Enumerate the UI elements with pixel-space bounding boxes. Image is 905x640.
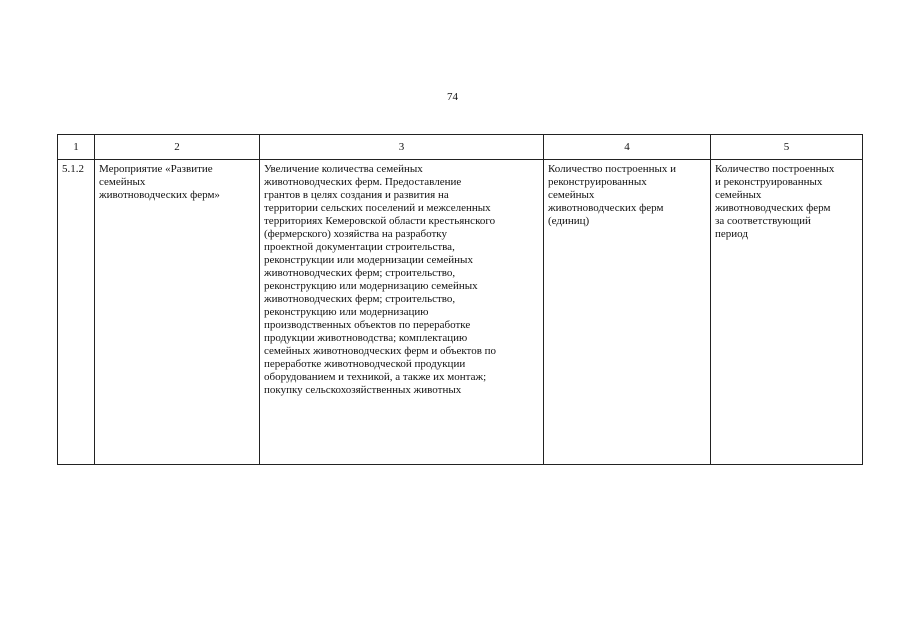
measure-cell xyxy=(95,160,260,465)
column-header-2: 2 xyxy=(95,135,260,160)
column-header-4: 4 xyxy=(544,135,711,160)
indicator-cell xyxy=(544,160,711,465)
column-header-5: 5 xyxy=(711,135,863,160)
row-code: 5.1.2 xyxy=(62,163,84,175)
measures-table xyxy=(57,134,863,465)
indicator-calculation: Количество построенных и реконструированных семейных животноводческих ферм за соответствующий период xyxy=(715,163,835,240)
row-code-cell xyxy=(58,160,95,465)
table-header-row xyxy=(58,135,863,160)
table-row xyxy=(58,160,863,465)
column-header-1: 1 xyxy=(58,135,95,160)
column-header-3: 3 xyxy=(260,135,544,160)
calculation-cell xyxy=(711,160,863,465)
measure-description: Увеличение количества семейных животноводческих ферм. Предоставление грантов в целях создания и развития на территории сельских поселений и межселенных территориях Кемеровской области крестьянского (фермерского) хозяйства на разработку проектной документации строительства, реконструкции или модернизации семейных животноводческих ферм; строительство, реконструкцию или модернизацию семейных животноводческих ферм; строительство, реконструкцию или модернизацию производственных объектов по переработке продукции животноводства; комплектацию семейных животноводческих ферм и объектов по переработке животноводческой продукции оборудованием и техникой, а также их монтаж; покупку сельскохозяйственных животных xyxy=(264,163,497,396)
measure-title: Мероприятие «Развитие семейных животноводческих ферм» xyxy=(99,163,220,201)
page-number: 74 xyxy=(447,91,458,103)
indicator-name: Количество построенных и реконструированных семейных животноводческих ферм (единиц) xyxy=(548,163,677,227)
description-cell xyxy=(260,160,544,465)
